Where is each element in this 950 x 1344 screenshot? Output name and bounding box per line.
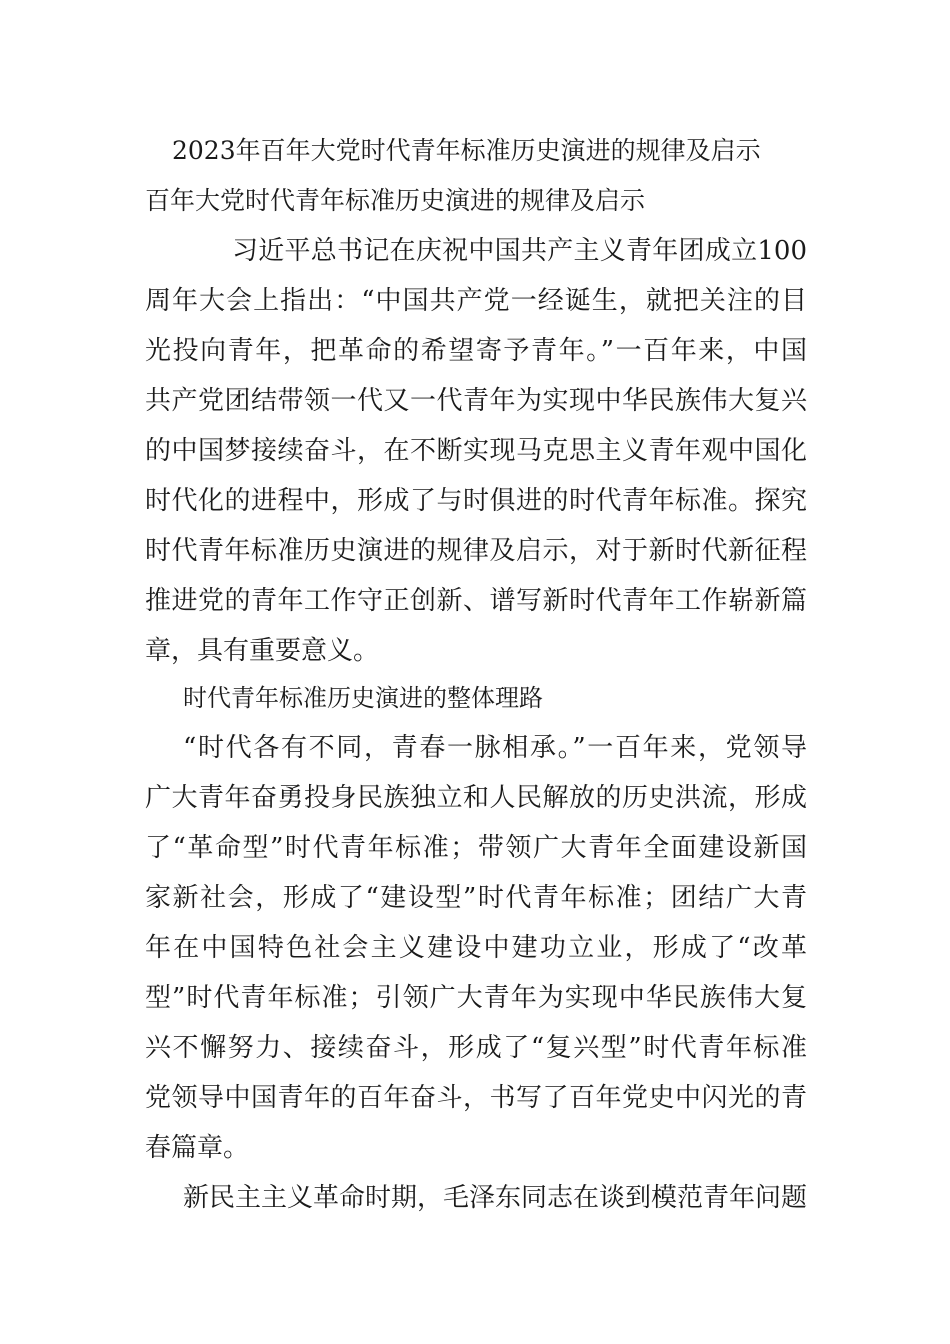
paragraph-line: 时代青年标准历史演进的规律及启示，对于新时代新征程 [145, 536, 807, 566]
paragraph-line: 的中国梦接续奋斗，在不断实现马克思主义青年观中国化 [145, 436, 807, 466]
paragraph-line: 广大青年奋勇投身民族独立和人民解放的历史洪流，形成 [145, 783, 807, 813]
paragraph-line: 春篇章。 [145, 1133, 250, 1163]
paragraph-line: 习近平总书记在庆祝中国共产主义青年团成立100 [232, 236, 807, 266]
section-heading: 时代青年标准历史演进的整体理路 [183, 684, 543, 712]
paragraph-line: 周年大会上指出：“中国共产党一经诞生，就把关注的目 [145, 286, 807, 316]
paragraph-line: 年在中国特色社会主义建设中建功立业，形成了“改革 [145, 933, 807, 963]
paragraph-line: 章，具有重要意义。 [145, 636, 380, 666]
paragraph-line: 兴不懈努力、接续奋斗，形成了“复兴型”时代青年标准 [145, 1033, 807, 1063]
paragraph-line: “时代各有不同，青春一脉相承。”一百年来，党领导 [183, 733, 807, 763]
document-subtitle: 百年大党时代青年标准历史演进的规律及启示 [145, 186, 646, 215]
paragraph-line: 家新社会，形成了“建设型”时代青年标准；团结广大青 [145, 883, 807, 913]
paragraph-line: 党领导中国青年的百年奋斗，书写了百年党史中闪光的青 [145, 1083, 807, 1113]
paragraph-line: 时代化的进程中，形成了与时俱进的时代青年标准。探究 [145, 486, 807, 516]
paragraph-line: 推进党的青年工作守正创新、谱写新时代青年工作崭新篇 [145, 586, 807, 616]
paragraph-line: 光投向青年，把革命的希望寄予青年。”一百年来，中国 [145, 336, 807, 366]
paragraph-line: 了“革命型”时代青年标准；带领广大青年全面建设新国 [145, 833, 807, 863]
document-title: 2023年百年大党时代青年标准历史演进的规律及启示 [172, 136, 761, 165]
paragraph-line: 共产党团结带领一代又一代青年为实现中华民族伟大复兴 [145, 386, 807, 416]
paragraph-line: 型”时代青年标准；引领广大青年为实现中华民族伟大复 [145, 983, 807, 1013]
paragraph-line: 新民主主义革命时期，毛泽东同志在谈到模范青年问题 [183, 1183, 808, 1213]
